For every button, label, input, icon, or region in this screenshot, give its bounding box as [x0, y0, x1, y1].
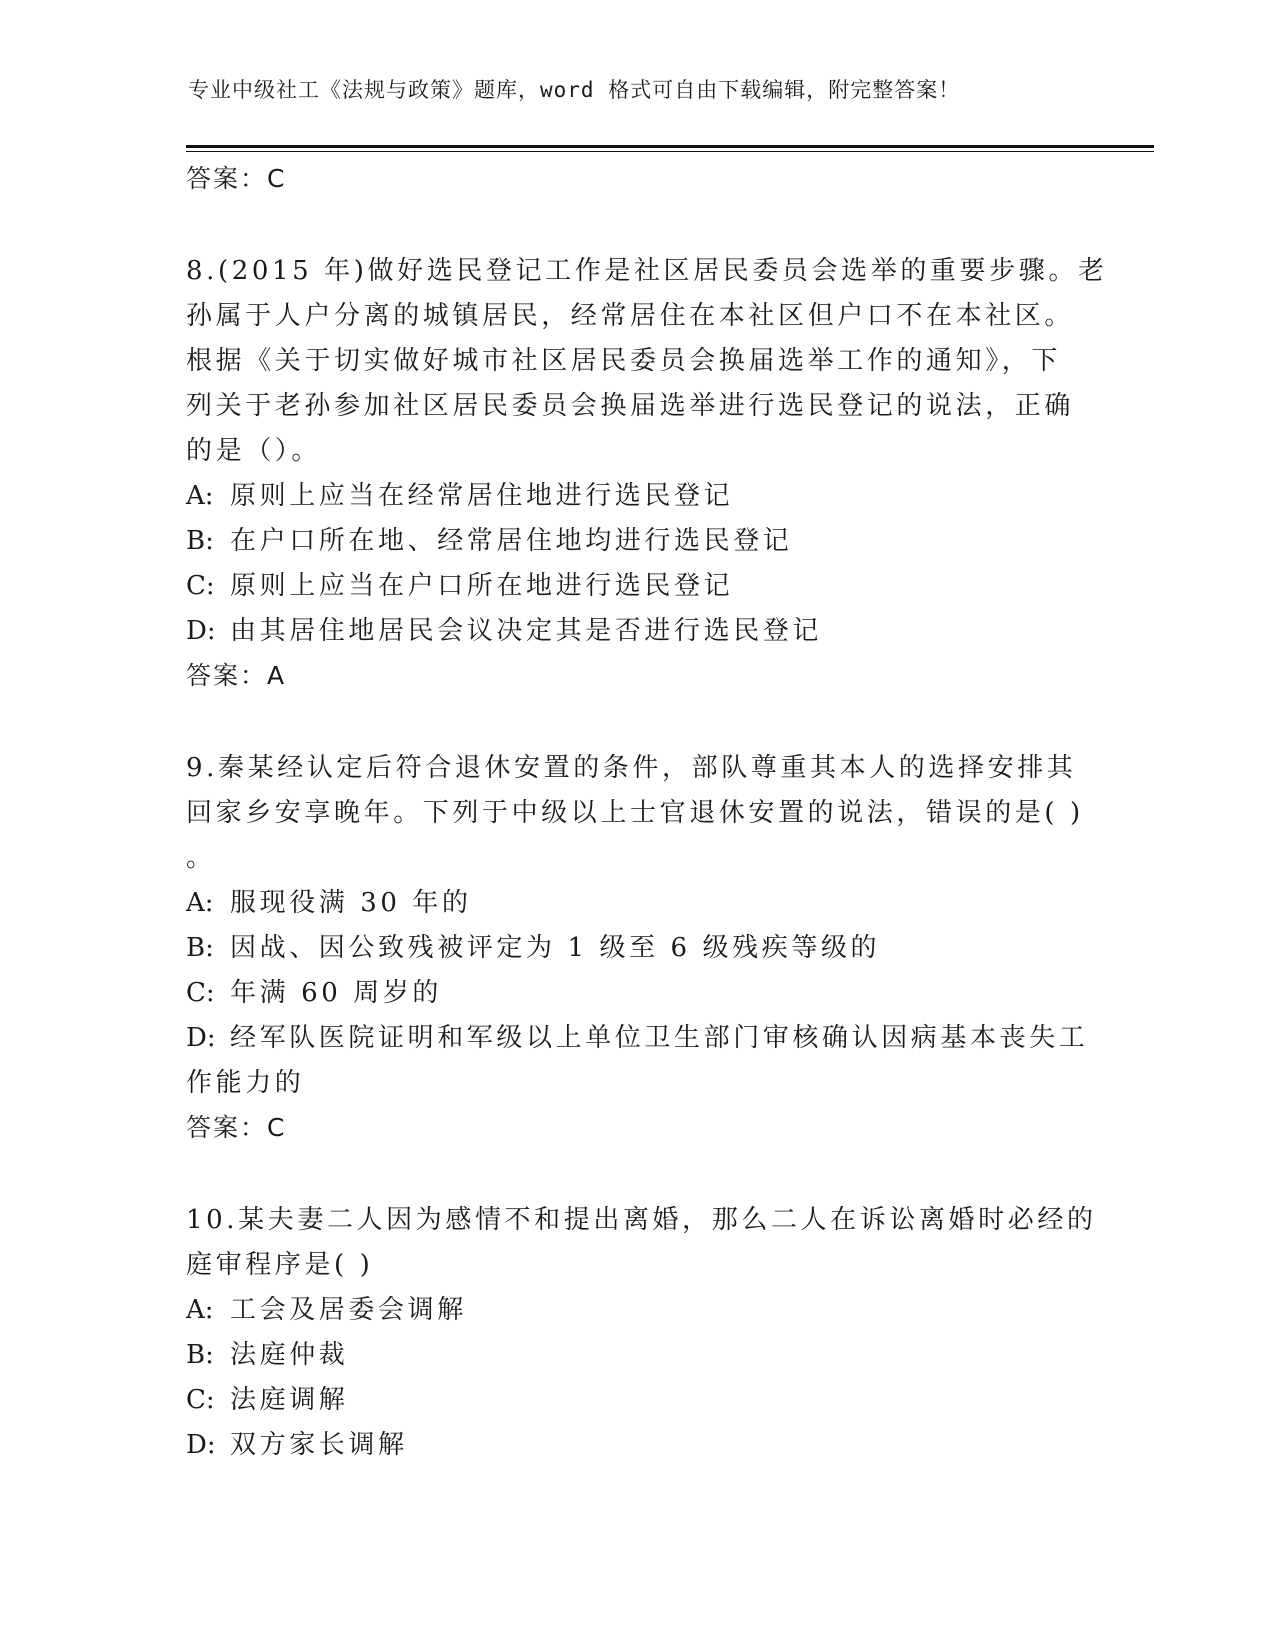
option-c: [186, 971, 1066, 1016]
option-text: 由其居住地居民会议决定其是否进行选民登记: [230, 616, 823, 646]
option-d: [186, 1016, 1089, 1061]
question-stem-line: 列关于老孙参加社区居民委员会换届选举进行选民登记的说法，正确: [186, 391, 1075, 421]
option-b: [186, 519, 1066, 564]
question-stem-line: 。: [186, 843, 216, 873]
option-continuation: 作能力的: [186, 1068, 305, 1098]
option-text: 法庭调解: [230, 1385, 349, 1415]
spacer: [186, 201, 1066, 249]
spacer: [186, 1150, 1066, 1198]
question-stem-line: 庭审程序是( ): [186, 1250, 374, 1280]
option-label: B:: [186, 526, 214, 556]
option-label: B:: [186, 1340, 214, 1370]
answer-line: 答案：C: [186, 164, 287, 193]
option-label: A:: [186, 481, 214, 511]
option-text: 双方家长调解: [230, 1430, 408, 1460]
option-text: 因战、因公致残被评定为 1 级至 6 级残疾等级的: [230, 933, 881, 963]
option-text: 在户口所在地、经常居住地均进行选民登记: [230, 526, 793, 556]
question-9: [186, 746, 1089, 1150]
option-label: A:: [186, 888, 214, 918]
option-text: 原则上应当在经常居住地进行选民登记: [230, 481, 734, 511]
option-text: 工会及居委会调解: [230, 1295, 467, 1325]
option-a: [186, 474, 1066, 519]
option-text: 服现役满 30 年的: [230, 888, 472, 918]
question-10: [186, 1198, 1097, 1468]
option-label: D:: [186, 1023, 216, 1053]
option-d: [186, 1423, 1066, 1468]
header-divider-thin: [186, 151, 1154, 152]
option-d: [186, 609, 1066, 654]
option-a: [186, 881, 1066, 926]
document-body: [186, 157, 1108, 1468]
option-label: C:: [186, 978, 215, 1008]
option-a: [186, 1288, 1066, 1333]
page-header: 专业中级社工《法规与政策》题库，word 格式可自由下载编辑，附完整答案！: [188, 78, 961, 102]
header-divider: [186, 145, 1154, 148]
option-text: 原则上应当在户口所在地进行选民登记: [230, 571, 734, 601]
option-b: [186, 926, 1066, 971]
question-stem-line: 9.秦某经认定后符合退休安置的条件，部队尊重其本人的选择安排其: [186, 753, 1077, 783]
answer-line: 答案：C: [186, 1113, 287, 1142]
question-stem-line: 10.某夫妻二人因为感情不和提出离婚，那么二人在诉讼离婚时必经的: [186, 1205, 1097, 1235]
option-c: [186, 564, 1066, 609]
option-c: [186, 1378, 1066, 1423]
option-label: A:: [186, 1295, 214, 1325]
answer-line: 答案：A: [186, 661, 287, 690]
option-b: [186, 1333, 1066, 1378]
question-stem-line: 根据《关于切实做好城市社区居民委员会换届选举工作的通知》，下: [186, 346, 1062, 376]
question-8: [186, 249, 1108, 698]
spacer: [186, 698, 1066, 746]
option-label: C:: [186, 1385, 215, 1415]
option-label: D:: [186, 1430, 216, 1460]
question-stem-line: 回家乡安享晚年。下列于中级以上士官退休安置的说法，错误的是( ): [186, 798, 1084, 828]
question-stem-line: 的是（）。: [186, 436, 322, 466]
question-stem-line: 8.(2015 年)做好选民登记工作是社区居民委员会选举的重要步骤。老: [186, 256, 1108, 286]
option-label: D:: [186, 616, 216, 646]
option-text: 法庭仲裁: [230, 1340, 349, 1370]
option-text: 年满 60 周岁的: [230, 978, 443, 1008]
option-text: 经军队医院证明和军级以上单位卫生部门审核确认因病基本丧失工: [230, 1023, 1089, 1053]
option-label: B:: [186, 933, 214, 963]
question-stem-line: 孙属于人户分离的城镇居民，经常居住在本社区但户口不在本社区。: [186, 301, 1075, 331]
option-label: C:: [186, 571, 215, 601]
